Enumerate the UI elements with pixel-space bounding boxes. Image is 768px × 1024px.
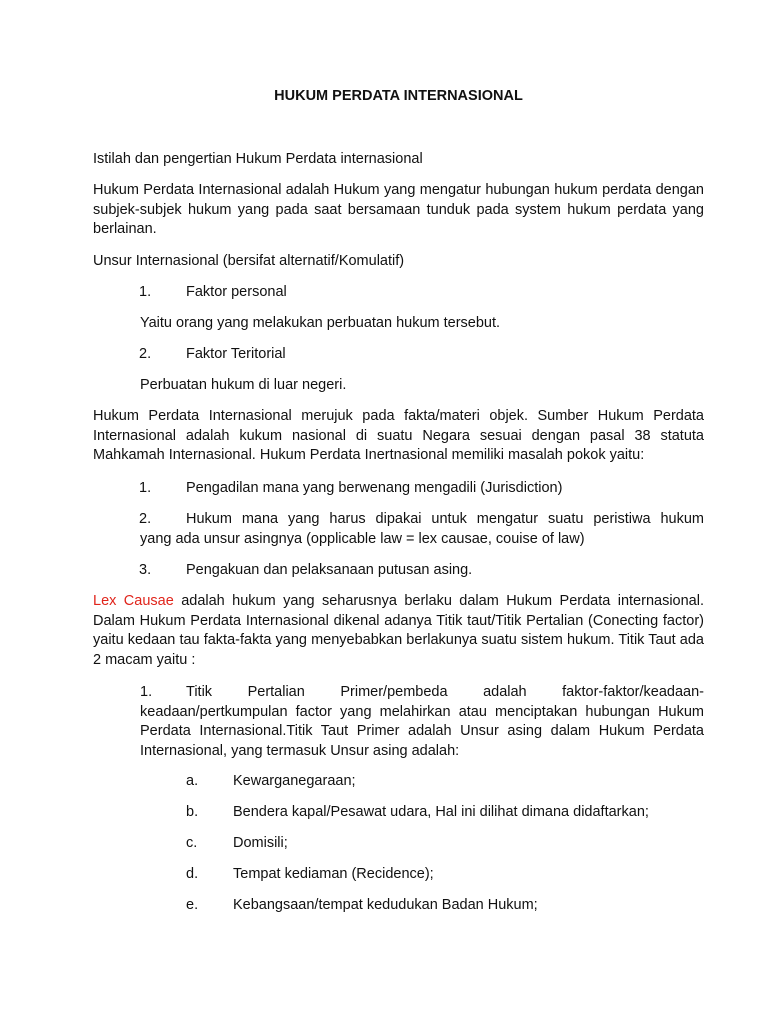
lex-causae-term: Lex Causae xyxy=(93,593,174,609)
lex-causae-text: adalah hukum yang seharusnya berlaku dalam Hukum Perdata internasional. Dalam Hukum Perdata Internasional dikenal adanya Titik taut/Titik Pertalian (Conecting factor) yaitu kedaan tau fakta-fakta yang menyebabkan berlakunya suatu sistem hukum. Titik Taut ada 2 macam yaitu : xyxy=(93,593,704,668)
list-description: Perbuatan hukum di luar negeri. xyxy=(140,377,347,393)
list-label: Faktor personal xyxy=(186,284,287,300)
list-item xyxy=(186,834,704,854)
list-text: Bendera kapal/Pesawat udara, Hal ini dilihat dimana didaftarkan; xyxy=(233,804,649,820)
titik-primer-text: keadaan/pertkumpulan factor yang melahirkan atau menciptakan hubungan Hukum Perdata Internasional.Titik Taut Primer adalah Unsur asing dalam Hukum Perdata Internasional, yang termasuk Unsur asing adalah: xyxy=(140,703,704,759)
list-text: Domisili; xyxy=(233,835,288,851)
page-title: HUKUM PERDATA INTERNASIONAL xyxy=(274,88,523,104)
list-text: Pengakuan dan pelaksanaan putusan asing. xyxy=(186,562,473,578)
list-letter: b. xyxy=(186,804,199,820)
list-letter: e. xyxy=(186,897,199,913)
list-letter: a. xyxy=(186,773,199,789)
list-label: Faktor Teritorial xyxy=(186,346,286,362)
section-heading: Istilah dan pengertian Hukum Perdata internasional xyxy=(93,151,423,167)
list-number: 1. xyxy=(140,684,153,700)
unsur-heading: Unsur Internasional (bersifat alternatif/Komulatif) xyxy=(93,253,405,269)
list-number: 1. xyxy=(139,284,152,300)
list-number: 3. xyxy=(139,562,152,578)
list-description: Yaitu orang yang melakukan perbuatan hukum tersebut. xyxy=(140,315,501,331)
list-item xyxy=(139,345,659,365)
list-text: Hukum mana yang harus dipakai untuk mengatur suatu peristiwa hukum xyxy=(186,511,704,527)
list-text: yang ada unsur asingnya (opplicable law = lex causae, couise of law) xyxy=(140,530,585,547)
list-number: 1. xyxy=(139,480,152,496)
titik-primer-first-line: Titik Pertalian Primer/pembeda adalah faktor-faktor/keadaan- xyxy=(186,684,704,700)
lex-causae-paragraph xyxy=(93,592,704,670)
list-letter: c. xyxy=(186,835,198,851)
titik-primer-item xyxy=(140,683,704,761)
list-text: Tempat kediaman (Recidence); xyxy=(233,866,434,882)
list-item xyxy=(140,510,704,549)
list-item xyxy=(186,803,704,823)
list-number: 2. xyxy=(139,511,152,527)
list-text: Pengadilan mana yang berwenang mengadili (Jurisdiction) xyxy=(186,480,563,496)
list-number: 2. xyxy=(139,346,152,362)
list-item xyxy=(186,896,704,916)
list-item xyxy=(139,283,659,303)
definition-paragraph: Hukum Perdata Internasional adalah Hukum yang mengatur hubungan hukum perdata dengan subjek-subjek hukum yang pada saat bersamaan tunduk pada system hukum perdata yang berlainan. xyxy=(93,182,704,238)
list-item xyxy=(139,561,659,581)
list-item xyxy=(186,865,704,885)
list-text: Kebangsaan/tempat kedudukan Badan Hukum; xyxy=(233,897,538,913)
sumber-paragraph: Hukum Perdata Internasional merujuk pada fakta/materi objek. Sumber Hukum Perdata Internasional adalah kukum nasional di suatu Negara sesuai dengan pasal 38 statuta Mahkamah Internasional. Hukum Perdata Inertnasional memiliki masalah pokok yaitu: xyxy=(93,408,704,464)
list-item xyxy=(139,479,659,499)
list-letter: d. xyxy=(186,866,199,882)
list-item xyxy=(186,772,704,792)
list-text: Kewarganegaraan; xyxy=(233,773,356,789)
